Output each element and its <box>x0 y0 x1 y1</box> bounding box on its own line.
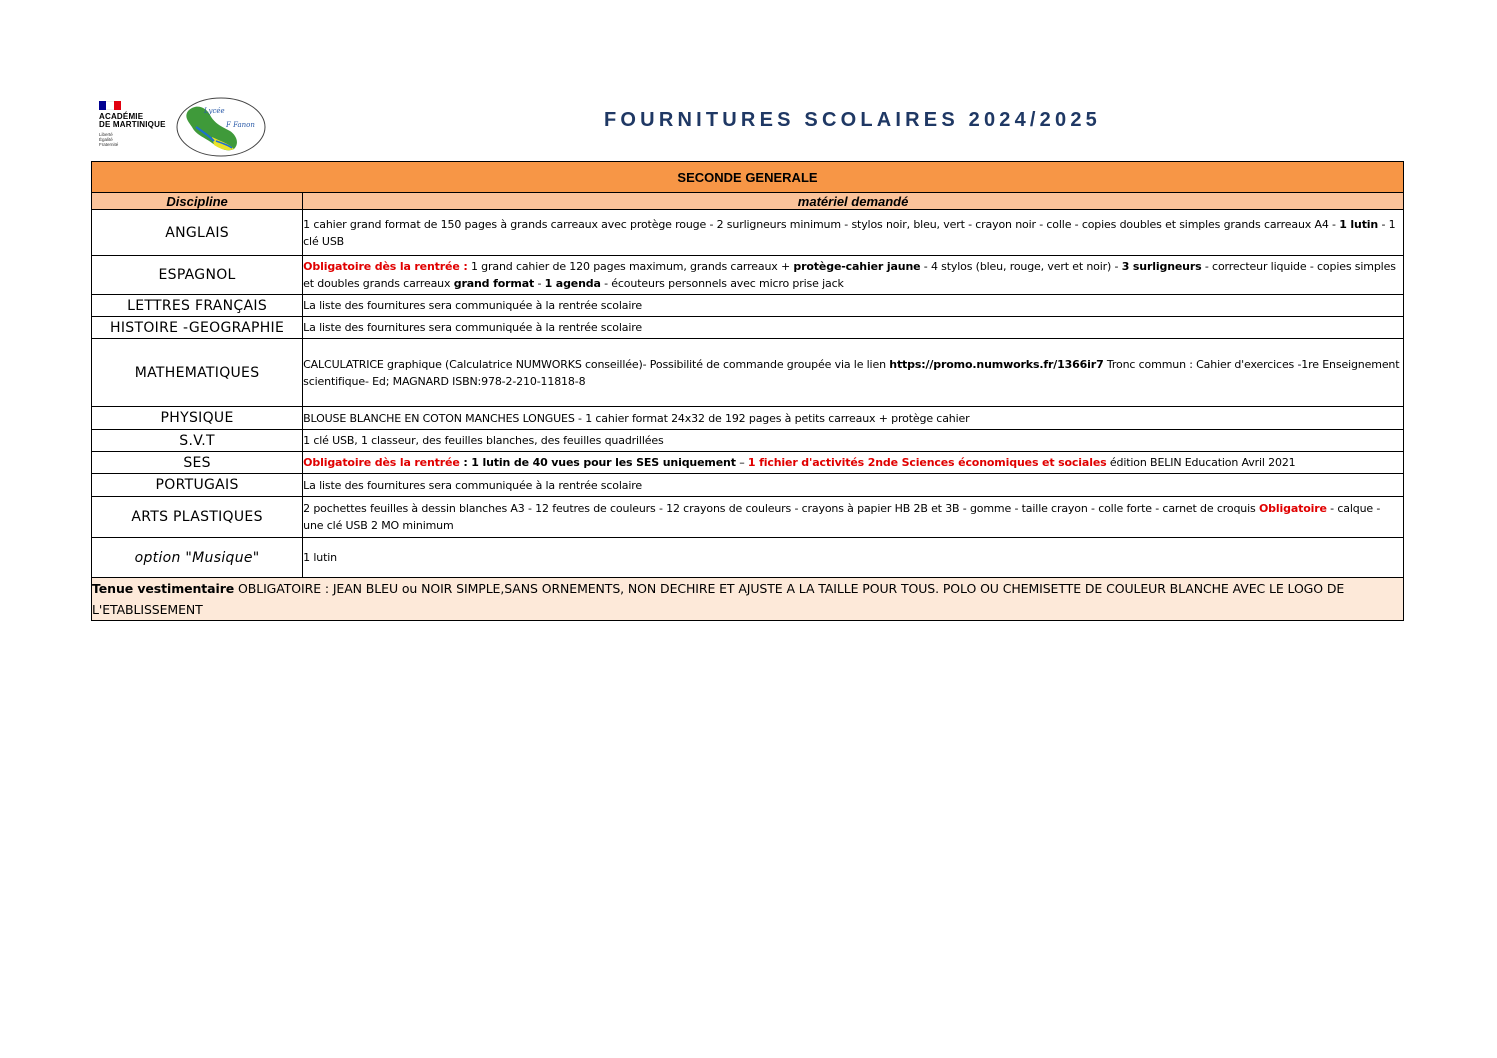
material-text: BLOUSE BLANCHE EN COTON MANCHES LONGUES - 1 cahier format 24x32 de 192 pages à petits carreaux + protège cahier <box>303 411 970 425</box>
table-row <box>92 452 1404 474</box>
table-row <box>92 295 1404 317</box>
material-cell <box>303 339 1404 407</box>
supplies-table <box>91 161 1404 621</box>
material-highlight: Obligatoire <box>1258 502 1327 515</box>
academie-logo <box>99 101 179 153</box>
school-logo-caption: Lycée <box>204 107 225 115</box>
material-cell <box>303 538 1404 578</box>
academie-name-line1: ACADÉMIE <box>99 112 144 121</box>
table-row <box>92 317 1404 339</box>
material-text: édition BELIN Education Avril 2021 <box>1106 456 1296 469</box>
material-text: Tronc commun : Cahier d'exercices -1re Enseignement scientifique- Ed; MAGNARD ISBN:978-2-210-11818-8 <box>303 357 1400 388</box>
discipline-cell: option "Musique" <box>92 538 303 578</box>
discipline-cell: PORTUGAIS <box>92 474 303 497</box>
dress-code-lead: Tenue vestimentaire <box>92 581 235 596</box>
material-text: La liste des fournitures sera communiquée à la rentrée scolaire <box>303 299 643 312</box>
column-header-material: matériel demandé <box>303 193 1404 210</box>
academie-name-line2: DE MARTINIQUE <box>99 120 166 129</box>
discipline-cell: LETTRES FRANÇAIS <box>92 295 303 317</box>
material-bold-text: protège-cahier jaune <box>793 260 921 273</box>
material-bold-text: 1 lutin <box>1339 217 1379 231</box>
material-cell <box>303 256 1404 295</box>
material-text: 1 cahier grand format de 150 pages à grands carreaux avec protège rouge - 2 surligneurs minimum - stylos noir, bleu, vert - crayon noir - colle - copies doubles et simples grands carreaux A4 - <box>303 217 1340 231</box>
column-header-row <box>92 193 1404 210</box>
motto-line: Liberté <box>99 132 113 137</box>
material-cell <box>303 452 1404 474</box>
material-bold-text: 3 surligneurs <box>1121 260 1202 273</box>
material-text: 1 grand cahier de 120 pages maximum, grands carreaux + <box>467 260 794 273</box>
discipline-cell: PHYSIQUE <box>92 407 303 430</box>
table-row <box>92 497 1404 538</box>
table-row <box>92 407 1404 430</box>
material-cell <box>303 474 1404 497</box>
material-text: - 1 clé USB <box>303 217 1396 248</box>
discipline-cell: ARTS PLASTIQUES <box>92 497 303 538</box>
section-header-row <box>92 162 1404 193</box>
discipline-cell: MATHEMATIQUES <box>92 339 303 407</box>
school-logo-caption: F Fanon <box>226 121 255 129</box>
material-text: La liste des fournitures sera communiquée à la rentrée scolaire <box>303 478 643 492</box>
material-text: CALCULATRICE graphique (Calculatrice NUMWORKS conseillée)- Possibilité de commande groupée via le lien <box>303 357 890 371</box>
material-text: - écouteurs personnels avec micro prise jack <box>600 277 844 290</box>
material-highlight: Obligatoire dès la rentrée : <box>303 260 468 273</box>
material-cell <box>303 210 1404 256</box>
material-text: - 4 stylos (bleu, rouge, vert et noir) - <box>920 260 1122 273</box>
material-highlight: 1 fichier d'activités 2nde Sciences économiques et sociales <box>747 456 1107 469</box>
material-text: – <box>735 456 748 469</box>
material-highlight: Obligatoire dès la rentrée <box>303 456 460 469</box>
material-text: - <box>534 277 545 290</box>
material-text: La liste des fournitures sera communiquée à la rentrée scolaire <box>303 321 643 334</box>
discipline-cell: ANGLAIS <box>92 210 303 256</box>
material-bold-text: https://promo.numworks.fr/1366ir7 <box>889 357 1104 371</box>
table-row <box>92 538 1404 578</box>
dress-code-text: OBLIGATOIRE : JEAN BLEU ou NOIR SIMPLE,SANS ORNEMENTS, NON DECHIRE ET AJUSTE A LA TAILLE POUR TOUS. POLO OU CHEMISETTE DE COULEUR BLANCHE AVEC LE LOGO DE L'ETABLISSEMENT <box>92 581 1345 617</box>
page-title: FOURNITURES SCOLAIRES 2024/2025 <box>604 109 1101 131</box>
material-bold-text: : 1 lutin de 40 vues pour les SES uniquement <box>459 456 736 469</box>
table-row <box>92 430 1404 452</box>
material-cell <box>303 407 1404 430</box>
school-logo <box>176 97 266 157</box>
republic-motto <box>99 132 179 147</box>
material-cell <box>303 430 1404 452</box>
column-header-discipline: Discipline <box>92 193 303 210</box>
section-title: SECONDE GENERALE <box>92 162 1404 193</box>
academie-name <box>99 113 179 129</box>
discipline-cell: ESPAGNOL <box>92 256 303 295</box>
table-row <box>92 474 1404 497</box>
dress-code-row <box>92 578 1404 621</box>
material-text: - calque - une clé USB 2 MO minimum <box>303 502 1381 532</box>
material-cell <box>303 497 1404 538</box>
material-text: 1 lutin <box>303 551 337 564</box>
french-flag-icon <box>99 101 121 110</box>
discipline-cell: SES <box>92 452 303 474</box>
material-text: 1 clé USB, 1 classeur, des feuilles blanches, des feuilles quadrillées <box>303 434 664 447</box>
table-row <box>92 339 1404 407</box>
material-cell <box>303 317 1404 339</box>
discipline-cell: HISTOIRE -GEOGRAPHIE <box>92 317 303 339</box>
dress-code-cell <box>92 578 1404 621</box>
table-row <box>92 210 1404 256</box>
motto-line: Fraternité <box>99 142 119 147</box>
material-bold-text: grand format <box>453 277 535 290</box>
material-cell <box>303 295 1404 317</box>
material-bold-text: 1 agenda <box>544 277 601 290</box>
material-text: 2 pochettes feuilles à dessin blanches A3 - 12 feutres de couleurs - 12 crayons de couleurs - crayons à papier HB 2B et 3B - gomme - taille crayon - colle forte - carnet de croquis <box>303 502 1259 515</box>
motto-line: Égalité <box>99 137 113 142</box>
material-text: - correcteur liquide - copies simples et doubles grands carreaux <box>303 260 1396 290</box>
discipline-cell: S.V.T <box>92 430 303 452</box>
table-row <box>92 256 1404 295</box>
